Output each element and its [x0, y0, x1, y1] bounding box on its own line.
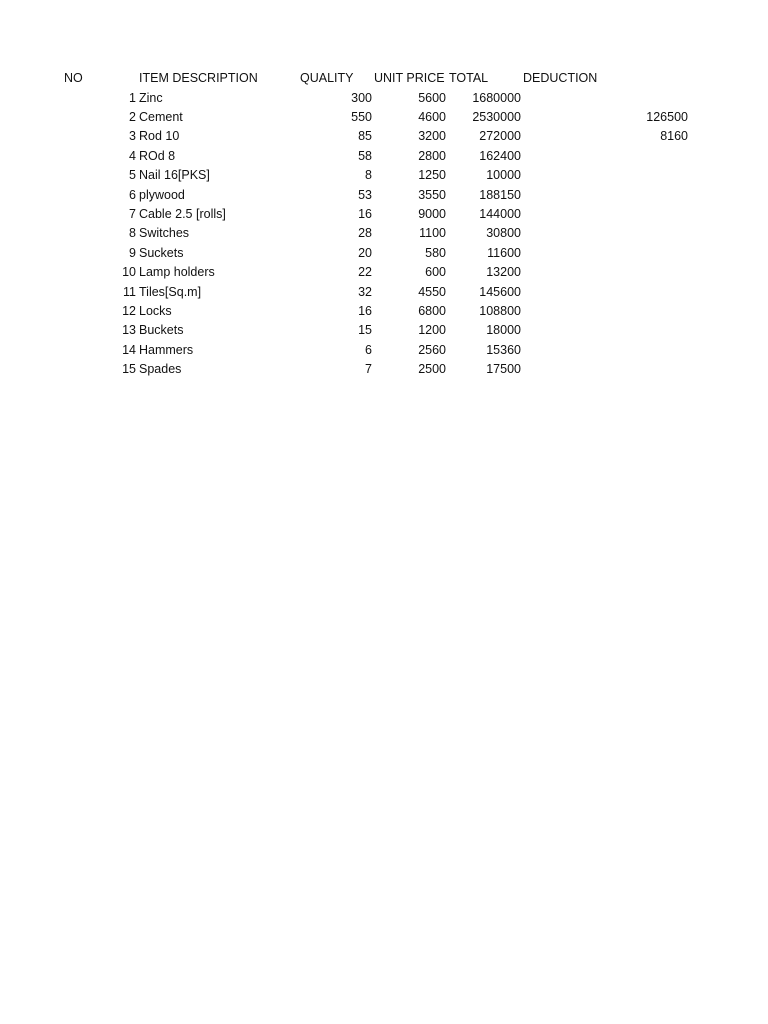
table-row: [0, 108, 768, 127]
table-row: [0, 166, 768, 185]
item-total: 188150: [479, 187, 521, 202]
item-quantity: 15: [358, 323, 372, 338]
item-description: Tiles[Sq.m]: [139, 284, 202, 299]
item-unit-price: 3550: [418, 187, 446, 202]
item-total: 15360: [486, 342, 521, 357]
item-deduction: 8160: [660, 129, 688, 144]
header-deduction: DEDUCTION: [523, 71, 598, 85]
item-description: Cement: [139, 109, 183, 124]
item-unit-price: 3200: [418, 129, 446, 144]
item-quantity: 16: [358, 303, 372, 318]
item-quantity: 550: [351, 109, 372, 124]
item-total: 108800: [479, 303, 521, 318]
item-number: 12: [122, 303, 136, 318]
item-unit-price: 600: [425, 265, 446, 280]
item-description: Hammers: [139, 342, 194, 357]
item-quantity: 8: [365, 168, 372, 183]
table-row: [0, 302, 768, 321]
table-row: [0, 224, 768, 243]
item-number: 7: [129, 206, 136, 221]
item-unit-price: 9000: [418, 206, 446, 221]
item-description: Lamp holders: [139, 265, 215, 280]
item-total: 13200: [486, 265, 521, 280]
item-number: 1: [129, 90, 136, 105]
item-deduction: 126500: [646, 109, 688, 124]
header-row: [0, 69, 768, 88]
item-total: 18000: [486, 323, 521, 338]
table-row: [0, 263, 768, 282]
item-description: Buckets: [139, 323, 184, 338]
item-unit-price: 580: [425, 245, 446, 260]
item-number: 15: [122, 362, 136, 377]
header-unit-price: UNIT PRICE: [374, 71, 445, 85]
item-description: Rod 10: [139, 129, 180, 144]
item-unit-price: 4600: [418, 109, 446, 124]
item-description: Suckets: [139, 245, 184, 260]
item-quantity: 32: [358, 284, 372, 299]
item-unit-price: 1200: [418, 323, 446, 338]
item-description: Zinc: [139, 90, 163, 105]
item-quantity: 22: [358, 265, 372, 280]
item-unit-price: 1100: [419, 226, 446, 241]
table-row: [0, 244, 768, 263]
item-total: 30800: [486, 226, 521, 241]
header-quantity: QUALITY: [300, 71, 354, 85]
item-description: plywood: [139, 187, 185, 202]
item-total: 162400: [479, 148, 521, 163]
table-row: [0, 205, 768, 224]
item-description: Switches: [139, 226, 190, 241]
header-item-description: ITEM DESCRIPTION: [139, 71, 258, 85]
item-quantity: 28: [358, 226, 372, 241]
item-total: 1680000: [472, 90, 521, 105]
table-row: [0, 341, 768, 360]
item-unit-price: 5600: [418, 90, 446, 105]
item-number: 2: [129, 109, 136, 124]
item-unit-price: 1250: [418, 168, 446, 183]
item-number: 9: [129, 245, 136, 260]
item-quantity: 20: [358, 245, 372, 260]
item-description: ROd 8: [139, 148, 176, 163]
item-number: 5: [129, 168, 136, 183]
item-unit-price: 4550: [418, 284, 446, 299]
item-quantity: 6: [365, 342, 372, 357]
item-description: Locks: [139, 303, 172, 318]
item-quantity: 16: [358, 206, 372, 221]
item-quantity: 7: [365, 362, 372, 377]
item-total: 272000: [479, 129, 521, 144]
table-row: [0, 147, 768, 166]
item-quantity: 300: [351, 90, 372, 105]
header-total: TOTAL: [449, 71, 489, 85]
table-row: [0, 321, 768, 340]
item-description: Cable 2.5 [rolls]: [139, 206, 226, 221]
item-total: 11600: [487, 245, 521, 260]
item-number: 10: [122, 265, 136, 280]
item-description: Nail 16[PKS]: [139, 168, 210, 183]
item-unit-price: 6800: [418, 303, 446, 318]
item-quantity: 58: [358, 148, 372, 163]
item-total: 17500: [486, 362, 521, 377]
item-total: 144000: [479, 206, 521, 221]
item-unit-price: 2800: [418, 148, 446, 163]
item-total: 10000: [486, 168, 521, 183]
item-number: 8: [129, 226, 136, 241]
item-number: 11: [123, 284, 136, 299]
item-quantity: 53: [358, 187, 372, 202]
table-row: [0, 186, 768, 205]
item-number: 6: [129, 187, 136, 202]
table-row: [0, 283, 768, 302]
item-description: Spades: [139, 362, 182, 377]
item-unit-price: 2560: [418, 342, 446, 357]
item-number: 13: [122, 323, 136, 338]
table-row: [0, 360, 768, 379]
header-no: NO: [64, 71, 83, 85]
item-number: 14: [122, 342, 136, 357]
item-number: 4: [129, 148, 136, 163]
table-row: [0, 127, 768, 146]
item-number: 3: [129, 129, 136, 144]
item-quantity: 85: [358, 129, 372, 144]
item-unit-price: 2500: [418, 362, 446, 377]
table-row: [0, 89, 768, 108]
item-total: 2530000: [472, 109, 521, 124]
item-total: 145600: [479, 284, 521, 299]
